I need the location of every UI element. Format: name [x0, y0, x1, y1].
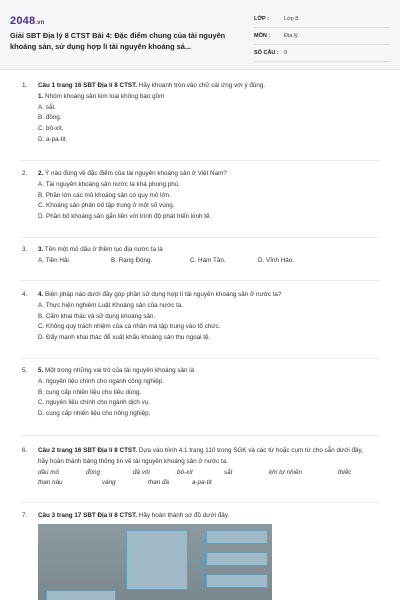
question-text: Nhóm khoáng sản kim loại không bao gồm: [43, 92, 165, 100]
answer-option: A. Tài nguyên khoáng sản nước ta khá phong phú.: [38, 180, 180, 188]
page-header: [0, 0, 400, 70]
divider: [20, 358, 380, 359]
question-text: Tên một mỏ dầu ở thềm lục địa nước ta là: [43, 246, 163, 253]
sub-number: 2.: [38, 170, 44, 177]
word-bank-item: than nâu: [38, 479, 63, 487]
word-bank-item: sắt: [224, 468, 233, 476]
word-bank-item: dầu mỏ: [38, 468, 60, 476]
question-number: 6.: [22, 447, 28, 454]
answer-option: C. nguyên liệu chính cho ngành dịch vụ.: [38, 399, 151, 407]
divider: [20, 160, 380, 161]
sub-number: 3.: [38, 246, 44, 253]
divider: [20, 502, 380, 503]
page-title: Giải SBT Địa lý 8 CTST Bài 4: Đặc điểm chung của tài nguyên khoáng sản, sử dụng hợp lí tài nguyên khoáng sả...: [10, 31, 226, 51]
question-text: Biện pháp nào dưới đây góp phần sử dụng hợp lí tài nguyên khoáng sản ở nước ta?: [43, 291, 282, 298]
diagram-box: [46, 590, 116, 600]
answer-option: C. bô-xít.: [38, 125, 64, 133]
word-bank-item: a-pa-tit: [192, 479, 212, 487]
question-text: Một trong những vai trò của tài nguyên khoáng sản là: [43, 367, 195, 374]
diagram-box: [206, 552, 268, 566]
meta-label: LỚP :: [254, 16, 269, 22]
diagram-image: [38, 524, 272, 600]
answer-option: C. Không quy trách nhiệm của cá nhân mà tập trung vào tổ chức.: [38, 323, 221, 331]
diagram-box: [206, 530, 268, 544]
answer-option: B. Cấm khai thác và sử dụng khoáng sản.: [38, 312, 156, 320]
question-heading: Câu 3 trang 17 SBT Địa lí 8 CTST.: [38, 512, 138, 519]
answer-option: A. nguyên liệu chính cho ngành công nghiệp.: [38, 377, 165, 385]
answer-option: C. Khoáng sản phân bố tập trung ở một số vùng.: [38, 202, 175, 210]
divider: [20, 280, 380, 281]
question-number: 3.: [22, 246, 28, 253]
question-heading: Câu 2 trang 16 SBT Địa lí 8 CTST.: [38, 447, 138, 454]
answer-option: B. Rạng Đông.: [111, 256, 153, 264]
word-bank-item: than đá: [148, 479, 170, 487]
diagram-center-box: [126, 530, 188, 590]
answer-option: A. sắt.: [38, 103, 56, 111]
diagram-connector: [202, 536, 203, 590]
divider: [254, 27, 390, 28]
meta-value: Lớp 8: [284, 16, 299, 22]
question-heading: Câu 1 trang 16 SBT Địa lí 8 CTST.: [38, 82, 138, 89]
divider: [20, 237, 380, 238]
answer-option: D. Vĩnh Hảo.: [258, 256, 295, 264]
word-bank-item: khí tự nhiên: [269, 468, 303, 476]
answer-option: C. Hàm Tân.: [190, 256, 226, 264]
sub-number: 5.: [38, 367, 44, 374]
word-bank-item: đá vôi: [133, 468, 150, 476]
divider: [254, 44, 390, 45]
meta-class: [254, 12, 390, 28]
word-bank-item: thiếc: [338, 468, 352, 476]
meta-subject: [254, 29, 390, 45]
meta-value: Địa lý: [284, 33, 298, 39]
question-number: 2.: [22, 170, 28, 177]
answer-option: D. Phần bố khoáng sản gắn liền với trình độ phát triển kinh tế.: [38, 213, 212, 221]
question-text: Ý nào đúng về đặc điểm của tài nguyên khoáng sản ở Việt Nam?: [43, 170, 227, 177]
logo-suffix: .vn: [35, 20, 45, 26]
word-bank-item: bô-xít: [177, 468, 193, 476]
answer-option: B. Phần lớn các mỏ khoáng sản có quy mô lớn.: [38, 191, 171, 199]
meta-value: 9: [284, 50, 288, 56]
answer-option: B. đồng.: [38, 114, 62, 122]
answer-option: A. Tiền Hải.: [38, 256, 71, 264]
site-logo[interactable]: [10, 15, 45, 27]
question-text: Dựa vào hình 4.1 trang 110 trong SGK và các từ hoặc cụm từ cho sẵn dưới đây, hãy hoàn thành bảng thông tin về tài nguyên khoáng sản ở nước ta.: [38, 447, 363, 465]
diagram-connector: [188, 560, 202, 561]
divider: [20, 435, 380, 436]
answer-option: D. Đẩy mạnh khai thác để xuất khẩu khoáng sản thu ngoại tệ.: [38, 334, 211, 342]
answer-option: D. cung cấp nhiên liệu cho nông nghiệp.: [38, 410, 151, 418]
diagram-box: [206, 574, 268, 588]
question-number: 4.: [22, 291, 28, 298]
question-number: 5.: [22, 367, 28, 374]
meta-label: SỐ CÂU :: [254, 50, 279, 56]
question-number: 1.: [22, 82, 28, 89]
divider: [254, 61, 390, 62]
word-bank-item: đồng: [86, 468, 101, 476]
sub-number: 4.: [38, 291, 44, 298]
question-text: Hãy khoanh tròn vào chữ cái ứng với ý đúng.: [137, 82, 266, 89]
sub-number: 1.: [38, 92, 44, 100]
meta-count: [254, 46, 390, 62]
question-text: Hãy hoàn thành sơ đồ dưới đây.: [137, 512, 230, 519]
word-bank-item: vàng: [102, 479, 116, 487]
meta-label: MÔN :: [254, 33, 271, 39]
question-number: 7.: [22, 512, 28, 519]
answer-option: D. a-pa-tit.: [38, 135, 68, 143]
answer-option: B. cung cấp nhiên liệu cho tiêu dùng.: [38, 388, 142, 396]
answer-option: A. Thực hiện nghiêm Luật Khoáng sản của nước ta.: [38, 301, 184, 309]
logo-text: 2048: [10, 15, 36, 27]
